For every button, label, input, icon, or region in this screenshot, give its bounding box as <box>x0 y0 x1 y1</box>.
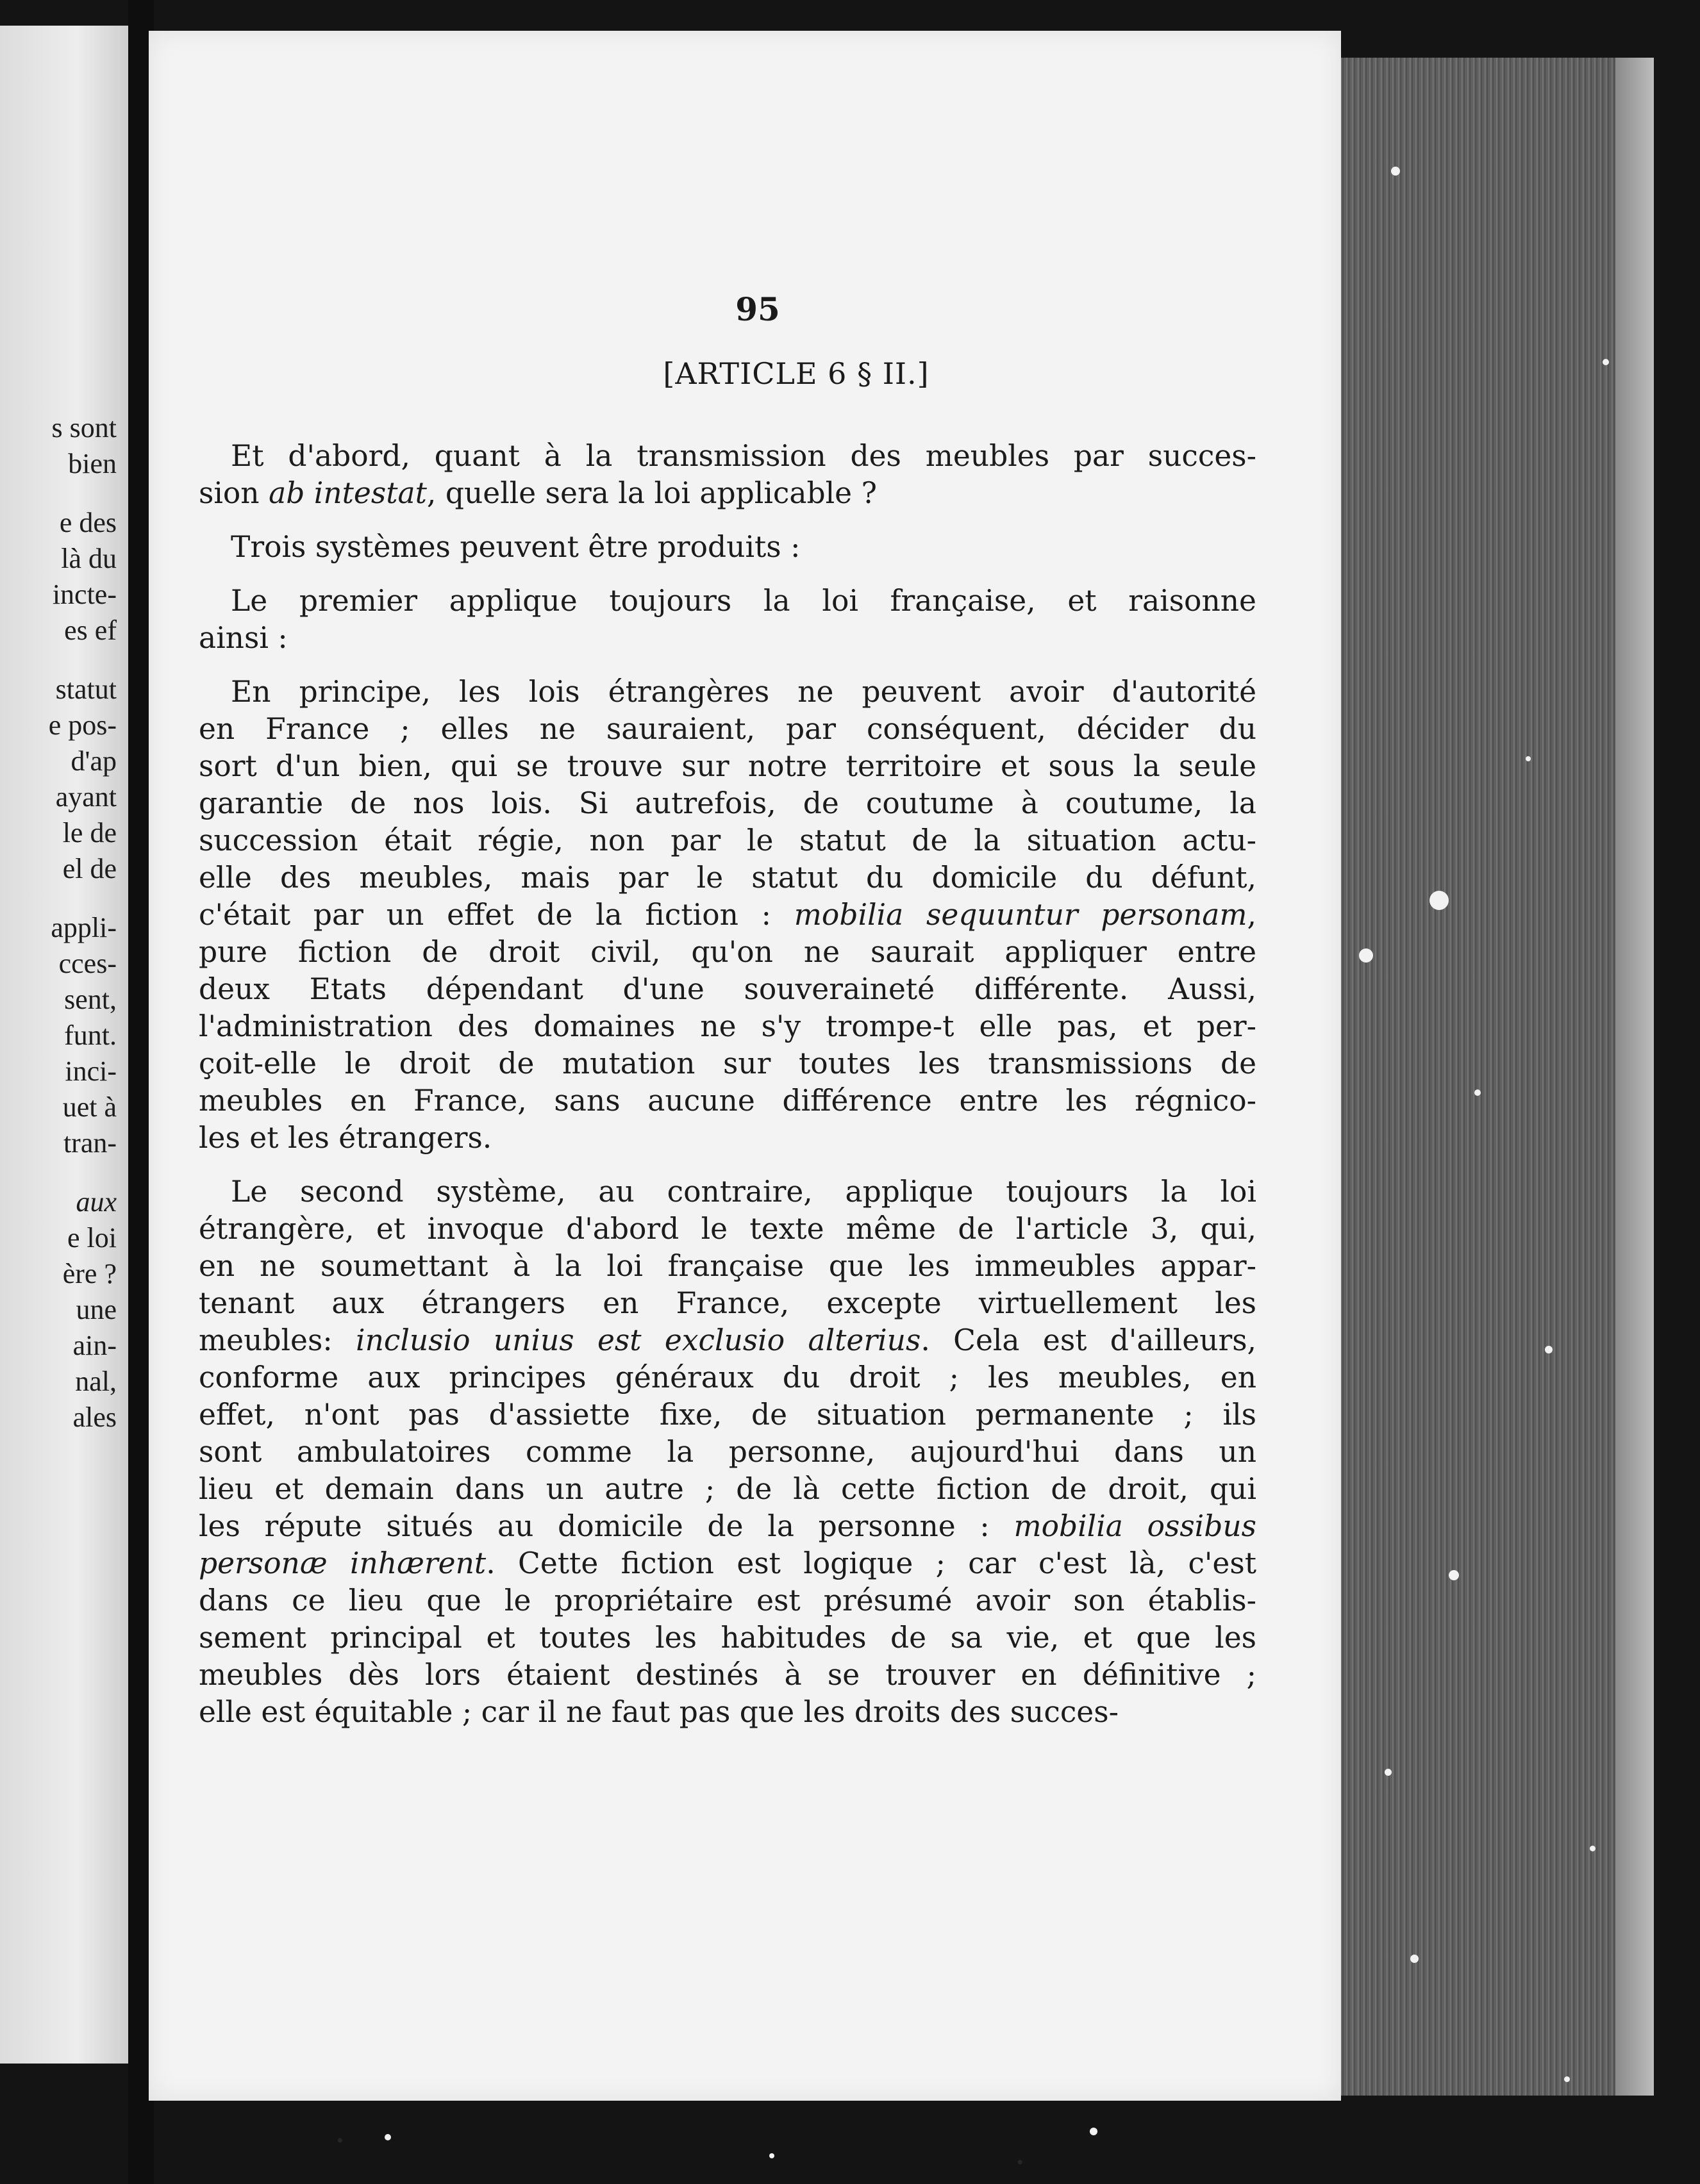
text-line: sort d'un bien, qui se trouve sur notre territoire et sous la seule <box>199 749 1256 783</box>
film-speck <box>1526 756 1531 761</box>
facing-page-fragment: sent, <box>64 984 117 1015</box>
book-edge-highlight <box>1615 58 1654 2096</box>
facing-page-fragment <box>49 649 117 672</box>
text-line: meubles dès lors étaient destinés à se trouver en définitive ; <box>199 1658 1256 1692</box>
facing-page-fragment: s sont <box>51 412 117 443</box>
text-line: tenant aux étrangers en France, excepte virtuellement les <box>199 1286 1256 1320</box>
page-body-text <box>199 438 1256 1748</box>
film-speck <box>769 2153 774 2158</box>
film-speck <box>1603 359 1609 365</box>
paragraph <box>199 674 1256 1157</box>
film-speck <box>1359 948 1373 963</box>
film-speck <box>385 2134 391 2140</box>
facing-page-fragment: bien <box>68 448 117 479</box>
facing-page-fragment: e loi <box>67 1222 117 1253</box>
text-line: effet, n'ont pas d'assiette fixe, de situation permanente ; ils <box>199 1398 1256 1432</box>
facing-page-left <box>0 26 128 2064</box>
text-line: Le premier applique toujours la loi française, et raisonne <box>231 584 1256 618</box>
text-segment: , quelle sera la loi applicable ? <box>426 476 877 510</box>
film-speck <box>1429 891 1449 910</box>
facing-page-fragment: une <box>76 1294 117 1325</box>
paragraph <box>199 529 1256 566</box>
text-line: Le second système, au contraire, applique toujours la loi <box>231 1175 1256 1209</box>
text-line <box>199 1545 1256 1582</box>
facing-page-fragment: cces- <box>58 948 117 979</box>
book-page <box>149 31 1341 2101</box>
facing-page-fragment: là du <box>61 543 117 574</box>
film-speck <box>1410 1955 1419 1963</box>
text-segment: c'était par un effet de la fiction : <box>199 898 794 932</box>
facing-page-fragment: le de <box>62 817 117 848</box>
paragraph <box>199 438 1256 512</box>
paragraph <box>199 583 1256 657</box>
film-speck <box>1090 2128 1097 2135</box>
facing-page-fragment: aux <box>76 1186 117 1218</box>
paragraph <box>199 1173 1256 1731</box>
text-line: étrangère, et invoque d'abord le texte même de l'article 3, qui, <box>199 1212 1256 1246</box>
text-line: conforme aux principes généraux du droit ; les meubles, en <box>199 1361 1256 1394</box>
facing-page-fragment: ain- <box>72 1330 117 1361</box>
text-line: çoit-elle le droit de mutation sur toutes les transmissions de <box>199 1046 1256 1080</box>
facing-page-fragment: nal, <box>75 1366 117 1397</box>
facing-page-fragment: appli- <box>51 912 117 943</box>
film-speck <box>1474 1089 1481 1096</box>
page-number: 95 <box>735 290 780 328</box>
film-speck <box>1449 1570 1459 1580</box>
text-line: en ne soumettant à la loi française que les immeubles appar- <box>199 1249 1256 1283</box>
facing-page-fragment: e des <box>59 507 117 538</box>
text-segment: les répute situés au domicile de la personne : <box>199 1509 1014 1543</box>
facing-page-fragment <box>49 482 117 505</box>
italic-latin-phrase: mobilia ossibus <box>1013 1509 1256 1543</box>
facing-page-fragment <box>49 887 117 910</box>
italic-latin-phrase: ab intestat <box>269 476 427 510</box>
facing-page-fragment: e pos- <box>48 709 117 741</box>
text-line: sont ambulatoires comme la personne, aujourd'hui dans un <box>199 1435 1256 1469</box>
facing-page-fragment: statut <box>55 674 117 705</box>
article-heading: [ARTICLE 6 § II.] <box>663 356 929 391</box>
facing-page-fragment: el de <box>62 853 117 884</box>
facing-page-text-fragments <box>49 410 117 1435</box>
text-segment: . Cette fiction est logique ; car c'est là, c'est <box>486 1546 1256 1580</box>
facing-page-fragment: tran- <box>63 1127 117 1159</box>
facing-page-fragment: ère ? <box>62 1258 117 1289</box>
text-line: sement principal et toutes les habitudes de sa vie, et que les <box>199 1621 1256 1655</box>
text-line: ainsi : <box>199 621 288 655</box>
italic-latin-phrase: inclusio unius est exclusio alterius <box>356 1323 921 1357</box>
text-segment: sion <box>199 476 269 510</box>
text-segment: meubles: <box>199 1323 356 1357</box>
text-line: en France ; elles ne sauraient, par conséquent, décider du <box>199 712 1256 746</box>
text-line <box>199 1322 1256 1359</box>
facing-page-fragment: ayant <box>55 781 117 813</box>
text-line: elle est équitable ; car il ne faut pas que les droits des succes- <box>199 1695 1119 1729</box>
text-segment: . Cela est d'ailleurs, <box>921 1323 1257 1357</box>
text-line: succession était régie, non par le statut de la situation actu- <box>199 823 1256 857</box>
text-line: lieu et demain dans un autre ; de là cette fiction de droit, qui <box>199 1472 1256 1506</box>
facing-page-fragment: incte- <box>52 579 117 610</box>
text-line: Et d'abord, quant à la transmission des meubles par succes- <box>231 439 1256 473</box>
text-segment: , <box>1247 898 1256 932</box>
text-line: Trois systèmes peuvent être produits : <box>231 530 801 564</box>
text-line <box>199 897 1256 934</box>
facing-page-fragment: uet à <box>62 1091 117 1123</box>
facing-page-fragment <box>49 1161 117 1184</box>
italic-latin-phrase: personæ inhærent <box>199 1546 487 1580</box>
film-speck <box>1564 2076 1570 2082</box>
text-line: elle des meubles, mais par le statut du domicile du défunt, <box>199 861 1256 895</box>
text-line: les et les étrangers. <box>199 1121 492 1155</box>
text-line: pure fiction de droit civil, qu'on ne saurait appliquer entre <box>199 935 1256 969</box>
text-line: meubles en France, sans aucune différence entre les régnico- <box>199 1084 1256 1118</box>
facing-page-fragment: d'ap <box>71 745 117 777</box>
facing-page-fragment: inci- <box>65 1055 117 1087</box>
italic-latin-phrase: mobilia sequuntur personam <box>794 898 1247 932</box>
text-line <box>199 475 1256 512</box>
text-line: garantie de nos lois. Si autrefois, de coutume à coutume, la <box>199 786 1256 820</box>
facing-page-fragment: funt. <box>64 1020 117 1051</box>
text-line: l'administration des domaines ne s'y trompe-t elle pas, et per- <box>199 1009 1256 1043</box>
facing-page-fragment: es ef <box>64 615 117 646</box>
film-speck <box>1590 1846 1596 1851</box>
film-speck <box>1391 167 1400 176</box>
film-speck <box>1385 1769 1392 1776</box>
text-line: deux Etats dépendant d'une souveraineté différente. Aussi, <box>199 972 1256 1006</box>
film-speck <box>1545 1346 1553 1353</box>
text-line: En principe, les lois étrangères ne peuvent avoir d'autorité <box>231 675 1256 709</box>
text-line <box>199 1508 1256 1545</box>
text-line: dans ce lieu que le propriétaire est présumé avoir son établis- <box>199 1584 1256 1617</box>
facing-page-fragment: ales <box>72 1402 117 1433</box>
